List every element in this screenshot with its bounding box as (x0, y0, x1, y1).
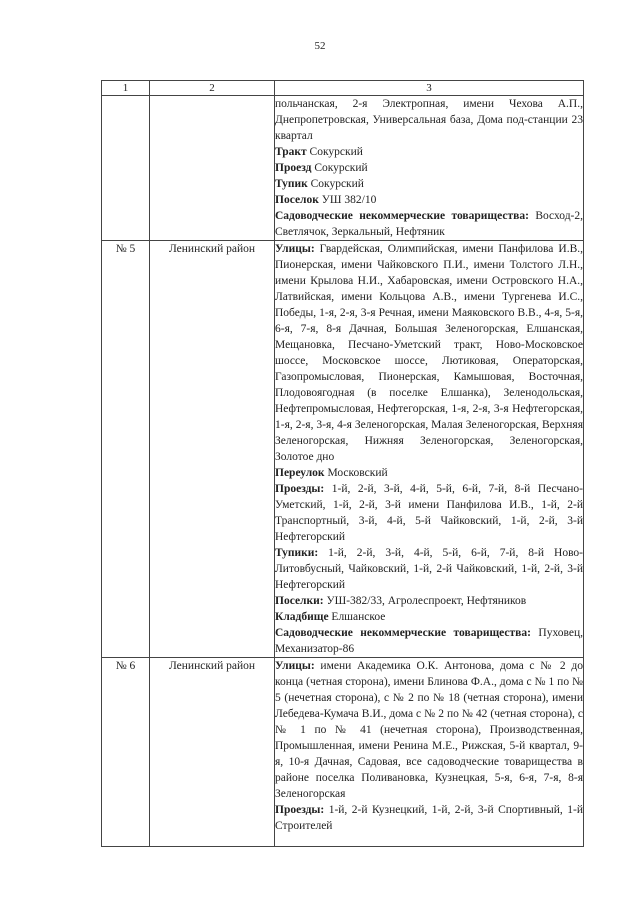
table-row (102, 658, 584, 847)
address-list (275, 658, 584, 847)
block-text: Елшанское (331, 611, 386, 623)
district-number: № 6 (102, 658, 150, 847)
block-text: Сокурский (314, 162, 368, 174)
address-block (275, 192, 583, 208)
block-label: Поселки: (275, 595, 324, 607)
address-block (275, 96, 583, 144)
block-label: Улицы: (275, 660, 315, 672)
table-header-row (102, 81, 584, 96)
block-label: Переулок (275, 467, 325, 479)
block-label: Садоводческие некоммерческие товарищества: (275, 210, 529, 222)
address-block (275, 609, 583, 625)
block-text: УШ-382/33, Агролеспроект, Нефтяников (326, 595, 527, 607)
address-block (275, 465, 583, 481)
district-name: Ленинский район (150, 241, 275, 658)
address-block (275, 545, 583, 593)
table-row (102, 241, 584, 658)
district-number: № 5 (102, 241, 150, 658)
block-label: Улицы: (275, 243, 315, 255)
table-row (102, 96, 584, 241)
block-text: Гвардейская, Олимпийская, имени Панфилова И.В., Пионерская, имени Чайковского П.И., имени Толстого Л.Н., имени Крылова Н.И., Хабаровская, имени Островского Н.А., Латвийская, имени Кольцова А.В., имени Тургенева И.С., Победы, 1-я, 2-я, 3-я Речная, имени Маяковского В.В., 4-я, 5-я, 6-я, 7-я, 8-я Дачная, Большая Зеленогорская, Елшанская, Мещановка, Песчано-Уметский тракт, Ново-Московское шоссе, Московское шоссе, Лютиковая, Операторская, Газопромысловая, Пионерская, Камышовая, Восточная, Плодовоягодная (в поселке Елшанка), Зеленодольская, Нефтепромысловая, Нефтегорская, 1-я, 2-я, 3-я Нефтегорская, 1-я, 2-я, 3-я, 4-я Зеленогорская, Малая Зеленогорская, Верхняя Зеленогорская, Нижняя Зеленогорская, Зеленогорская, Золотое дно (275, 243, 584, 463)
district-name (150, 96, 275, 241)
address-block (275, 481, 583, 545)
address-list (275, 96, 584, 241)
block-label: Садоводческие некоммерческие товарищества: (275, 627, 531, 639)
block-label: Проезд (275, 162, 312, 174)
block-text: Московский (327, 467, 388, 479)
district-number (102, 96, 150, 241)
address-block (275, 160, 583, 176)
block-text: 1-й, 2-й, 3-й, 4-й, 5-й, 6-й, 7-й, 8-й Песчано-Уметский, 1-й, 2-й, 3-й имени Панфилова И.В., 1-й, 2-й Транспортный, 3-й, 4-й, 5-й Чайковский, 1-й, 2-й, 3-й Нефтегорский (275, 483, 584, 543)
block-label: Проезды: (275, 483, 325, 495)
block-text: Сокурский (310, 178, 364, 190)
block-label: Тракт (275, 146, 307, 158)
block-text: 1-й, 2-й Кузнецкий, 1-й, 2-й, 3-й Спортивный, 1-й Строителей (275, 804, 583, 832)
page-number: 52 (314, 40, 326, 52)
block-text: 1-й, 2-й, 3-й, 4-й, 5-й, 6-й, 7-й, 8-й Ново-Литовбусный, Чайковский, 1-й, 2-й Чайковский, 1-й, 2-й, 3-й Нефтегорский (275, 547, 584, 591)
district-name: Ленинский район (150, 658, 275, 847)
block-label: Кладбище (275, 611, 329, 623)
block-label: Тупик (275, 178, 308, 190)
block-text: Восход-2, Светлячок, Зеркальный, Нефтяник (275, 210, 584, 238)
address-block (275, 176, 583, 192)
block-text: польчанская, 2-я Электропная, имени Чехова А.П., Днепропетровская, Универсальная база, Дома под-станции 23 квартал (275, 98, 583, 142)
block-text: Пуховец, Механизатор-86 (275, 627, 584, 655)
address-block (275, 802, 583, 834)
block-label: Проезды: (275, 804, 325, 816)
address-block (275, 625, 583, 657)
block-label: Тупики: (275, 547, 319, 559)
block-label: Поселок (275, 194, 319, 206)
column-header-3: 3 (275, 81, 584, 96)
address-table (101, 80, 584, 847)
address-list (275, 241, 584, 658)
block-text: УШ 382/10 (321, 194, 377, 206)
address-block (275, 658, 583, 802)
column-header-2: 2 (150, 81, 275, 96)
block-text: имени Академика О.К. Антонова, дома с № 2 до конца (четная сторона), имени Блинова Ф.А., дома с № 1 по № 5 (нечетная сторона), с № 2 по № 18 (четная сторона), имени Лебедева-Кумача В.И., дома с № 2 по № 42 (четная сторона), с № 1 по № 41 (нечетная сторона), Производственная, Промышленная, имени Ренина М.Е., Рижская, 5-й квартал, 9-я, 10-я Дачная, Садовая, все садоводческие товарищества в районе поселка Поливановка, Кузнецкая, 5-я, 6-я, 7-я, 8-я Зеленогорская (275, 660, 584, 800)
block-text: Сокурский (309, 146, 363, 158)
address-block (275, 593, 583, 609)
address-block (275, 241, 583, 465)
address-block (275, 208, 583, 240)
address-block (275, 144, 583, 160)
column-header-1: 1 (102, 81, 150, 96)
